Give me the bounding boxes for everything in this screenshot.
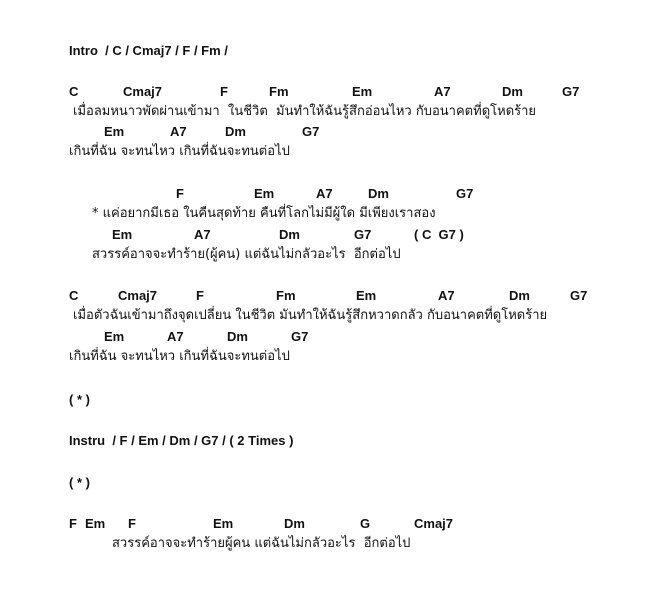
chord: Dm (227, 329, 248, 344)
chord: A7 (316, 186, 333, 201)
chord: Dm (279, 227, 300, 242)
chord: Em (213, 516, 234, 531)
chord: Dm (502, 84, 523, 99)
chord: Dm (225, 124, 246, 139)
chord: C (69, 288, 79, 303)
lyric-line: สวรรค์อาจจะทำร้าย(ผู้คน) แต่ฉันไม่กลัวอะไร อีกต่อไป (92, 247, 401, 262)
chord: Fm (269, 84, 289, 99)
lyric-line: เมื่อตัวฉันเข้ามาถึงจุดเปลี่ยน ในชีวิต มันทำให้ฉันรู้สึกหวาดกลัว กับอนาคตที่ดูโหดร้าย (73, 308, 548, 323)
chord: Em (104, 124, 125, 139)
chord: G7 (456, 186, 474, 201)
chord: Em (352, 84, 373, 99)
lyric-line: เมื่อลมหนาวพัดผ่านเข้ามา ในชีวิต มันทำให้ฉันรู้สึกอ่อนไหว กับอนาคตที่ดูโหดร้าย (73, 104, 537, 119)
chord: A7 (194, 227, 211, 242)
chord: A7 (434, 84, 451, 99)
lyric-line: สวรรค์อาจจะทำร้ายผู้คน แต่ฉันไม่กลัวอะไร อีกต่อไป (112, 536, 411, 551)
chord: Dm (509, 288, 530, 303)
chord: F (220, 84, 228, 99)
chord: A7 (167, 329, 184, 344)
chord: Em (104, 329, 125, 344)
chord: Em (254, 186, 275, 201)
chord: G7 (291, 329, 309, 344)
lyric-line: เกินที่ฉัน จะทนไหว เกินที่ฉันจะทนต่อไป (69, 144, 290, 159)
chord: Em (112, 227, 133, 242)
intro-line: Intro / C / Cmaj7 / F / Fm / (69, 43, 228, 58)
chord: Cmaj7 (414, 516, 454, 531)
chord: G7 (354, 227, 372, 242)
chord: Cmaj7 (123, 84, 163, 99)
chord: G7 (562, 84, 580, 99)
lyric-line: * แค่อยากมีเธอ ในคืนสุดท้าย คืนที่โลกไม่มีผู้ใด มีเพียงเราสอง (92, 206, 436, 221)
chord: A7 (438, 288, 455, 303)
chord: ( C G7 ) (414, 227, 464, 242)
chord: Fm (276, 288, 296, 303)
instrumental-line: Instru / F / Em / Dm / G7 / ( 2 Times ) (69, 433, 294, 448)
chord: Em (85, 516, 106, 531)
repeat-chorus-marker: ( * ) (69, 392, 90, 407)
repeat-chorus-marker: ( * ) (69, 475, 90, 490)
chord: Dm (368, 186, 389, 201)
chord: C (69, 84, 79, 99)
chord: G7 (570, 288, 588, 303)
chord: F (128, 516, 136, 531)
chord: Cmaj7 (118, 288, 158, 303)
chord: Em (356, 288, 377, 303)
chord: G7 (302, 124, 320, 139)
chord: G (360, 516, 371, 531)
chord: Dm (284, 516, 305, 531)
chord: F (176, 186, 184, 201)
lyric-line: เกินที่ฉัน จะทนไหว เกินที่ฉันจะทนต่อไป (69, 349, 290, 364)
chord: F (69, 516, 77, 531)
chord: A7 (170, 124, 187, 139)
chord: F (196, 288, 204, 303)
